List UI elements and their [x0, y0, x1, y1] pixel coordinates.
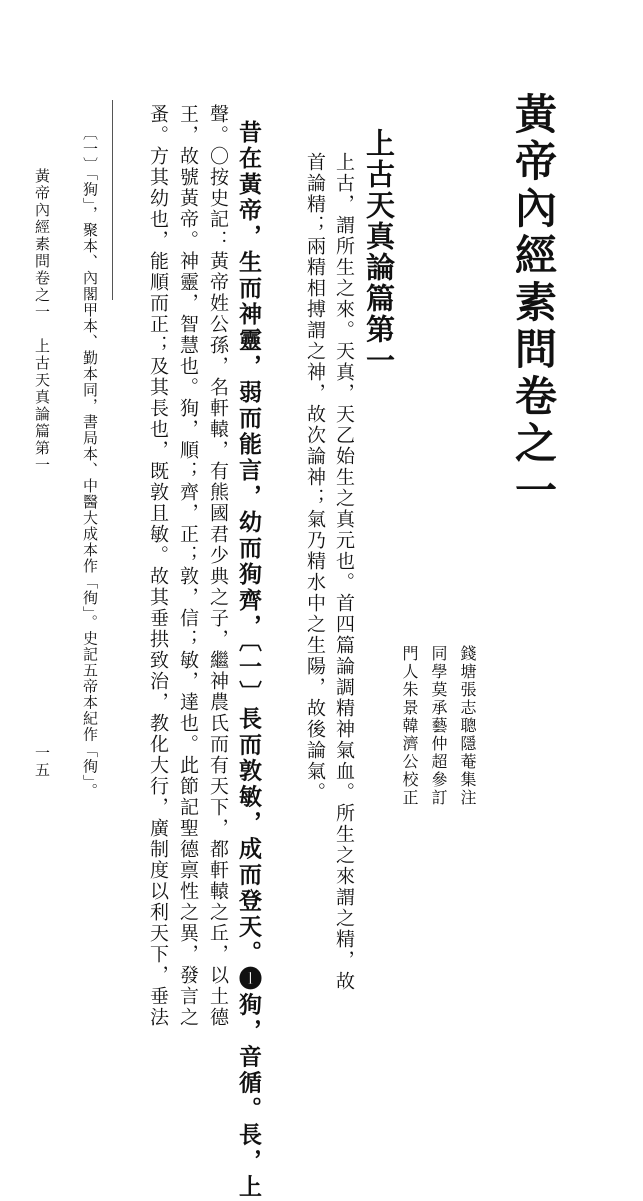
credit-proofreader: 門人朱景韓濟公校正 [400, 645, 419, 807]
annotation-line-1: 聲。〇按史記：黃帝姓公孫，名軒轅，有熊國君少典之子，繼神農氏而有天下，都軒轅之丘，以土德 [207, 104, 229, 1028]
credit-reviser: 同學莫承藝仲超參訂 [429, 645, 448, 807]
book-title: 黃帝內經素問卷之一 [509, 92, 558, 515]
commentary-line-2: 首論精；兩精相搏謂之神，故次論神；氣乃精水中之生陽，故後論氣。 [304, 152, 326, 803]
footnote: 〔一〕「狥」，聚本、內閣甲本、勤本同，書局本、中醫大成本作「徇」。史記五帝本紀作「徇」。 [81, 125, 99, 799]
commentary-line-1: 上古，謂所生之來。天真，天乙始生之真元也。首四篇論調精神氣血。所生之來謂之精，故 [333, 152, 355, 992]
footnote-rule [112, 100, 113, 300]
running-head: 黃帝內經素問卷之一 上古天真論篇第一 [33, 168, 51, 474]
page-number: 一五 [33, 745, 51, 779]
credit-compiler: 錢塘張志聰隱菴集注 [458, 645, 477, 807]
chapter-title: 上古天真論篇第一 [362, 128, 396, 376]
classic-main-text: 昔在黃帝，生而神靈，弱而能言，幼而狥齊，〔一〕長而敦敏，成而登天。❶狥，音循。長，上 [235, 120, 262, 1201]
annotation-line-3: 蚤。方其幼也，能順而正；及其長也，既敦且敏。故其垂拱致治，教化大行，廣制度以利天下，垂法 [147, 104, 169, 1028]
annotation-line-2: 王，故號黃帝。神靈，智慧也。狥，順；齊，正；敦，信；敏，達也。此節記聖德禀性之異，發言之 [177, 104, 199, 1028]
